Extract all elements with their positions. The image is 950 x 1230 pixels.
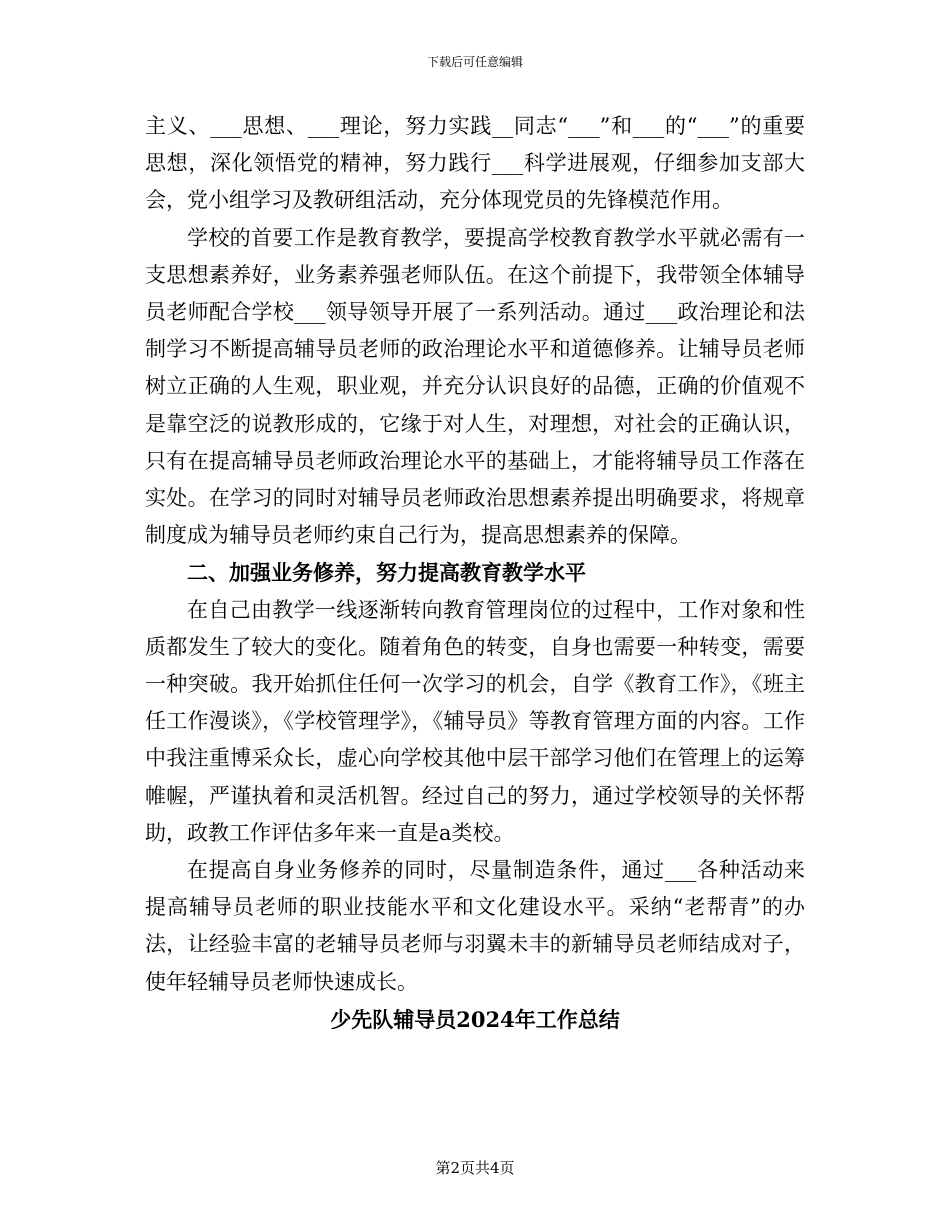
- section-heading: 二、加强业务修养，努力提高教育教学水平: [187, 560, 586, 586]
- document-body: [145, 108, 805, 1038]
- paragraph-teaching-focus: 学校的首要工作是教育教学，要提高学校教育教学水平就必需有一支思想素养好，业务素养强老师队伍。在这个前提下，我带领全体辅导员老师配合学校___领导领导开展了一系列活动。通过___政治理论和法制学习不断提高辅导员老师的政治理论水平和道德修养。让辅导员老师树立正确的人生观，职业观，并充分认识良好的品德，正确的价值观不是靠空泛的说教形成的，它缘于对人生，对理想，对社会的正确认识，只有在提高辅导员老师政治理论水平的基础上，才能将辅导员工作落在实处。在学习的同时对辅导员老师政治思想素养提出明确要求，将规章制度成为辅导员老师约束自己行为，提高思想素养的保障。: [145, 225, 805, 548]
- paragraph-self-study: 在自己由教学一线逐渐转向教育管理岗位的过程中，工作对象和性质都发生了较大的变化。随着角色的转变，自身也需要一种转变，需要一种突破。我开始抓住任何一次学习的机会，自学《教育工作》，《班主任工作漫谈》，《学校管理学》，《辅导员》等教育管理方面的内容。工作中我注重博采众长，虚心向学校其他中层干部学习他们在管理上的运筹帷幄，严谨执着和灵活机智。经过自己的努力，通过学校领导的关怀帮助，政教工作评估多年来一直是a类校。: [145, 597, 805, 845]
- page-footer: 第2页共4页: [435, 1159, 515, 1177]
- page-header: 下载后可任意编辑: [426, 55, 523, 69]
- document-title: 少先队辅导员2024年工作总结: [330, 1006, 620, 1032]
- paragraph-mentoring: 在提高自身业务修养的同时，尽量制造条件，通过___各种活动来提高辅导员老师的职业技能水平和文化建设水平。采纳“老帮青”的办法，让经验丰富的老辅导员老师与羽翼未丰的新辅导员老师结成对子，使年轻辅导员老师快速成长。: [145, 858, 805, 994]
- paragraph-continuation: 主义、___思想、___理论，努力实践__同志“___”和___的“___”的重要思想，深化领悟党的精神，努力践行___科学进展观，仔细参加支部大会，党小组学习及教研组活动，充分体现党员的先锋模范作用。: [145, 114, 805, 213]
